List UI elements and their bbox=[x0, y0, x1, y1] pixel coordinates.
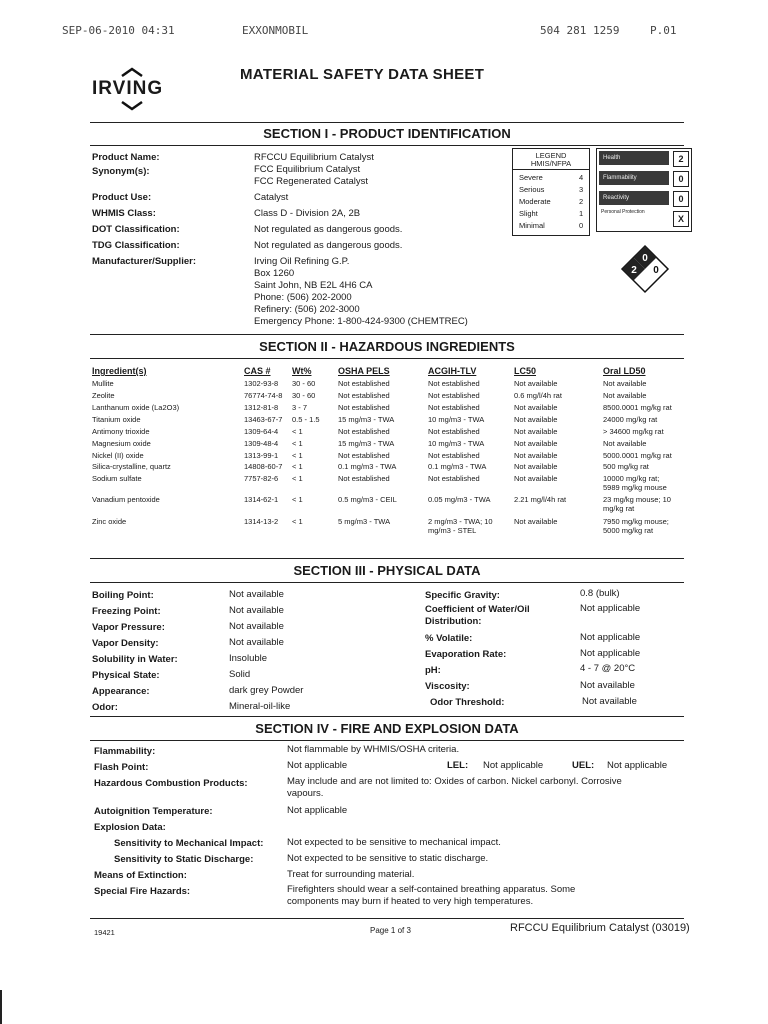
flash-point-label: Flash Point: bbox=[94, 762, 149, 773]
divider bbox=[90, 145, 684, 146]
manufacturer-line: Saint John, NB E2L 4H6 CA bbox=[254, 280, 373, 291]
fax-date-time: SEP-06-2010 04:31 bbox=[62, 24, 175, 37]
synonym-2: FCC Regenerated Catalyst bbox=[254, 176, 369, 187]
physical-value: Not available bbox=[229, 605, 284, 616]
section-3-heading: SECTION III - PHYSICAL DATA bbox=[293, 563, 481, 578]
legend-label: Moderate bbox=[519, 197, 551, 206]
combustion-products-value: May include and are not limited to: Oxides of carbon. Nickel carbonyl. Corrosive bbox=[287, 776, 622, 787]
ph-label: pH: bbox=[425, 665, 441, 676]
document-title: MATERIAL SAFETY DATA SHEET bbox=[240, 66, 485, 83]
combustion-products-label: Hazardous Combustion Products: bbox=[94, 778, 248, 789]
table-cell-ld50_1: Not available bbox=[603, 391, 647, 400]
table-cell-cas: 1314-13-2 bbox=[244, 517, 279, 526]
physical-value: Not available bbox=[229, 589, 284, 600]
explosion-data-label: Explosion Data: bbox=[94, 822, 166, 833]
table-cell-cas: 1314-62-1 bbox=[244, 495, 279, 504]
table-cell-lc50: Not available bbox=[514, 379, 558, 388]
table-cell-acgih: Not established bbox=[428, 379, 480, 388]
table-cell-cas: 13463-67-7 bbox=[244, 415, 283, 424]
hmis-label bbox=[596, 148, 692, 232]
table-cell-acgih: Not established bbox=[428, 403, 480, 412]
table-cell-osha: 15 mg/m3 - TWA bbox=[338, 439, 395, 448]
physical-label: Freezing Point: bbox=[92, 606, 161, 617]
physical-value: Not available bbox=[229, 637, 284, 648]
hmis-reactivity-row bbox=[597, 189, 691, 207]
dot-label: DOT Classification: bbox=[92, 224, 180, 235]
flammability-value: Not flammable by WHMIS/OSHA criteria. bbox=[287, 744, 460, 755]
fax-page: P.01 bbox=[650, 24, 677, 37]
divider bbox=[90, 918, 684, 919]
table-cell-acgih: Not established bbox=[428, 474, 480, 483]
divider bbox=[90, 558, 684, 559]
hmis-protection-value: X bbox=[673, 211, 689, 227]
table-cell-ing: Zinc oxide bbox=[92, 517, 127, 526]
hmis-health-row bbox=[597, 149, 691, 167]
table-cell-ing: Lanthanum oxide (La2O3) bbox=[92, 403, 180, 412]
physical-label: Vapor Pressure: bbox=[92, 622, 165, 633]
physical-label: Solubility in Water: bbox=[92, 654, 178, 665]
table-cell-ing: Mullite bbox=[92, 379, 114, 388]
col-acgih: ACGIH-TLV bbox=[428, 366, 477, 376]
table-cell-ld50_1: 24000 mg/kg rat bbox=[603, 415, 658, 424]
viscosity-value: Not available bbox=[580, 680, 635, 691]
manufacturer-line: Refinery: (506) 202-3000 bbox=[254, 304, 360, 315]
table-cell-acgih: 0.05 mg/m3 - TWA bbox=[428, 495, 491, 504]
coefficient-label-2: Distribution: bbox=[425, 616, 482, 627]
product-name-label: Product Name: bbox=[92, 152, 160, 163]
mechanical-impact-value: Not expected to be sensitive to mechanical impact. bbox=[287, 837, 501, 848]
section-2-heading: SECTION II - HAZARDOUS INGREDIENTS bbox=[259, 339, 515, 354]
manufacturer-line: Irving Oil Refining G.P. bbox=[254, 256, 350, 267]
physical-value: Not available bbox=[229, 621, 284, 632]
table-cell-ld50_1: Not available bbox=[603, 379, 647, 388]
special-fire-hazards-value-2: components may burn if heated to very high temperatures. bbox=[287, 896, 534, 907]
autoignition-value: Not applicable bbox=[287, 805, 348, 816]
manufacturer-line: Phone: (506) 202-2000 bbox=[254, 292, 352, 303]
hmis-flammability-value: 0 bbox=[673, 171, 689, 187]
lel-label: LEL: bbox=[447, 760, 469, 771]
legend-title: LEGEND bbox=[535, 151, 567, 160]
section-4-heading: SECTION IV - FIRE AND EXPLOSION DATA bbox=[255, 721, 519, 736]
table-cell-osha: Not established bbox=[338, 379, 390, 388]
fax-phone: 504 281 1259 bbox=[540, 24, 620, 37]
legend-label: Slight bbox=[519, 209, 538, 218]
physical-value: Solid bbox=[229, 669, 251, 680]
hmis-protection-label: Personal Protection bbox=[601, 209, 645, 215]
table-cell-cas: 1302-93-8 bbox=[244, 379, 279, 388]
specific-gravity-label: Specific Gravity: bbox=[425, 590, 500, 601]
specific-gravity-value: 0.8 (bulk) bbox=[580, 588, 620, 599]
evaporation-value: Not applicable bbox=[580, 648, 641, 659]
table-cell-wt: 3 - 7 bbox=[292, 403, 308, 412]
divider bbox=[90, 334, 684, 335]
special-fire-hazards-label: Special Fire Hazards: bbox=[94, 886, 191, 897]
table-cell-ing: Zeolite bbox=[92, 391, 115, 400]
whmis-value: Class D - Division 2A, 2B bbox=[254, 208, 361, 219]
table-cell-ing: Titanium oxide bbox=[92, 415, 141, 424]
table-cell-lc50: Not available bbox=[514, 474, 558, 483]
table-cell-ld50_2: 5000 mg/kg rat bbox=[603, 526, 654, 535]
physical-label: Appearance: bbox=[92, 686, 150, 697]
volatile-value: Not applicable bbox=[580, 632, 641, 643]
synonyms-label: Synonym(s): bbox=[92, 166, 150, 177]
nfpa-top-value: 0 bbox=[642, 253, 648, 264]
autoignition-label: Autoignition Temperature: bbox=[94, 806, 213, 817]
table-cell-ld50_1: Not available bbox=[603, 439, 647, 448]
odor-threshold-label: Odor Threshold: bbox=[430, 697, 505, 708]
irving-logo bbox=[92, 66, 172, 112]
legend-label: Serious bbox=[519, 185, 545, 194]
physical-label: Boiling Point: bbox=[92, 590, 154, 601]
table-cell-wt: < 1 bbox=[292, 462, 303, 471]
physical-label: Vapor Density: bbox=[92, 638, 159, 649]
table-cell-cas: 1313-99-1 bbox=[244, 451, 279, 460]
legend-value: 2 bbox=[579, 197, 584, 206]
tdg-label: TDG Classification: bbox=[92, 240, 180, 251]
table-cell-cas: 76774-74-8 bbox=[244, 391, 283, 400]
legend-value: 1 bbox=[579, 209, 584, 218]
footer-product: RFCCU Equilibrium Catalyst (03019) bbox=[510, 922, 690, 934]
table-cell-cas: 1312-81-8 bbox=[244, 403, 279, 412]
manufacturer-line: Box 1260 bbox=[254, 268, 295, 279]
legend-value: 0 bbox=[579, 221, 584, 230]
lel-value: Not applicable bbox=[483, 760, 544, 771]
extinction-value: Treat for surrounding material. bbox=[287, 869, 415, 880]
table-cell-ing: Magnesium oxide bbox=[92, 439, 151, 448]
special-fire-hazards-value: Firefighters should wear a self-contained breathing apparatus. Some bbox=[287, 884, 576, 895]
table-cell-wt: < 1 bbox=[292, 439, 303, 448]
combustion-products-value-2: vapours. bbox=[287, 788, 324, 799]
flash-point-value: Not applicable bbox=[287, 760, 348, 771]
table-cell-cas: 1309-64-4 bbox=[244, 427, 279, 436]
odor-threshold-value: Not available bbox=[582, 696, 637, 707]
col-ld50: Oral LD50 bbox=[603, 366, 646, 376]
table-cell-osha: Not established bbox=[338, 403, 390, 412]
table-cell-lc50: 0.6 mg/l/4h rat bbox=[514, 391, 562, 400]
table-cell-ld50_1: 5000.0001 mg/kg rat bbox=[603, 451, 672, 460]
table-cell-ld50_1: 500 mg/kg rat bbox=[603, 462, 649, 471]
table-cell-ing: Sodium sulfate bbox=[92, 474, 142, 483]
physical-value: Mineral-oil-like bbox=[229, 701, 291, 712]
dot-value: Not regulated as dangerous goods. bbox=[254, 224, 403, 235]
evaporation-label: Evaporation Rate: bbox=[425, 649, 507, 660]
physical-value: Insoluble bbox=[229, 653, 268, 664]
nfpa-left-value: 2 bbox=[631, 265, 637, 276]
table-cell-wt: < 1 bbox=[292, 474, 303, 483]
table-cell-wt: < 1 bbox=[292, 495, 303, 504]
table-cell-acgih: Not established bbox=[428, 451, 480, 460]
table-cell-cas: 14808-60-7 bbox=[244, 462, 283, 471]
table-cell-ld50_2: 5989 mg/kg mouse bbox=[603, 483, 667, 492]
table-cell-osha: 5 mg/m3 - TWA bbox=[338, 517, 391, 526]
ph-value: 4 - 7 @ 20°C bbox=[580, 663, 636, 674]
table-cell-wt: < 1 bbox=[292, 517, 303, 526]
physical-value: dark grey Powder bbox=[229, 685, 304, 696]
table-cell-acgih: 0.1 mg/m3 - TWA bbox=[428, 462, 487, 471]
table-cell-acgih: 10 mg/m3 - TWA bbox=[428, 439, 485, 448]
hmis-reactivity-label: Reactivity bbox=[599, 191, 669, 205]
mechanical-impact-label: Sensitivity to Mechanical Impact: bbox=[114, 838, 264, 849]
uel-label: UEL: bbox=[572, 760, 595, 771]
hmis-legend bbox=[512, 148, 590, 236]
table-cell-ld50_1: 8500.0001 mg/kg rat bbox=[603, 403, 672, 412]
hmis-reactivity-value: 0 bbox=[673, 191, 689, 207]
table-cell-wt: 30 - 60 bbox=[292, 379, 316, 388]
section-1-heading: SECTION I - PRODUCT IDENTIFICATION bbox=[263, 126, 511, 141]
hmis-health-label: Health bbox=[599, 151, 669, 165]
manufacturer-label: Manufacturer/Supplier: bbox=[92, 256, 196, 267]
col-cas: CAS # bbox=[244, 366, 271, 376]
table-cell-osha: 0.5 mg/m3 - CEIL bbox=[338, 495, 397, 504]
coefficient-value: Not applicable bbox=[580, 603, 641, 614]
viscosity-label: Viscosity: bbox=[425, 681, 470, 692]
table-cell-acgih_2: mg/m3 - STEL bbox=[428, 526, 477, 535]
table-cell-ld50_1: 7950 mg/kg mouse; bbox=[603, 517, 669, 526]
physical-label: Odor: bbox=[92, 702, 118, 713]
table-cell-osha: 15 mg/m3 - TWA bbox=[338, 415, 395, 424]
legend-value: 3 bbox=[579, 185, 584, 194]
legend-subtitle: HMIS/NFPA bbox=[530, 159, 572, 168]
product-use-value: Catalyst bbox=[254, 192, 289, 203]
table-cell-lc50: 2.21 mg/l/4h rat bbox=[514, 495, 567, 504]
table-cell-ing: Antimony trioxide bbox=[92, 427, 150, 436]
product-name-value: RFCCU Equilibrium Catalyst bbox=[254, 152, 374, 163]
table-cell-lc50: Not available bbox=[514, 439, 558, 448]
table-cell-ld50_1: > 34600 mg/kg rat bbox=[603, 427, 664, 436]
divider bbox=[90, 122, 684, 123]
col-osha: OSHA PELS bbox=[338, 366, 390, 376]
legend-label: Severe bbox=[519, 173, 543, 182]
divider bbox=[90, 582, 684, 583]
legend-value: 4 bbox=[579, 173, 584, 182]
table-cell-ld50_1: 10000 mg/kg rat; bbox=[603, 474, 660, 483]
table-cell-lc50: Not available bbox=[514, 451, 558, 460]
table-cell-lc50: Not available bbox=[514, 462, 558, 471]
table-cell-lc50: Not available bbox=[514, 403, 558, 412]
hmis-flammability-label: Flammability bbox=[599, 171, 669, 185]
table-cell-ing: Silica-crystalline, quartz bbox=[92, 462, 171, 471]
physical-label: Physical State: bbox=[92, 670, 160, 681]
legend-label: Minimal bbox=[519, 221, 545, 230]
table-cell-lc50: Not available bbox=[514, 517, 558, 526]
product-use-label: Product Use: bbox=[92, 192, 152, 203]
table-cell-acgih: Not established bbox=[428, 427, 480, 436]
table-cell-ld50_1: 23 mg/kg mouse; 10 bbox=[603, 495, 671, 504]
table-cell-lc50: Not available bbox=[514, 427, 558, 436]
table-cell-osha: Not established bbox=[338, 451, 390, 460]
nfpa-diamond-icon bbox=[620, 244, 670, 294]
document-number: 19421 bbox=[94, 928, 115, 937]
col-wt: Wt% bbox=[292, 366, 312, 376]
divider bbox=[513, 169, 589, 170]
table-cell-wt: 0.5 - 1.5 bbox=[292, 415, 320, 424]
table-cell-osha: 0.1 mg/m3 - TWA bbox=[338, 462, 397, 471]
page-indicator: Page 1 of 3 bbox=[370, 926, 411, 935]
table-cell-osha: Not established bbox=[338, 427, 390, 436]
static-discharge-value: Not expected to be sensitive to static discharge. bbox=[287, 853, 489, 864]
tdg-value: Not regulated as dangerous goods. bbox=[254, 240, 403, 251]
table-cell-acgih: 2 mg/m3 - TWA; 10 bbox=[428, 517, 493, 526]
divider bbox=[90, 358, 684, 359]
table-cell-acgih: 10 mg/m3 - TWA bbox=[428, 415, 485, 424]
coefficient-label: Coefficient of Water/Oil bbox=[425, 604, 530, 615]
divider bbox=[90, 716, 684, 717]
table-cell-lc50: Not available bbox=[514, 415, 558, 424]
col-ingredient: Ingredient(s) bbox=[92, 366, 147, 376]
nfpa-right-value: 0 bbox=[653, 265, 659, 276]
scan-edge-mark bbox=[0, 990, 2, 1024]
volatile-label: % Volatile: bbox=[425, 633, 473, 644]
table-cell-wt: < 1 bbox=[292, 427, 303, 436]
extinction-label: Means of Extinction: bbox=[94, 870, 187, 881]
fax-sender: EXXONMOBIL bbox=[242, 24, 309, 37]
table-cell-ld50_2: mg/kg rat bbox=[603, 504, 635, 513]
table-cell-osha: Not established bbox=[338, 391, 390, 400]
static-discharge-label: Sensitivity to Static Discharge: bbox=[114, 854, 254, 865]
table-cell-wt: 30 - 60 bbox=[292, 391, 316, 400]
hmis-flammability-row bbox=[597, 169, 691, 187]
col-lc50: LC50 bbox=[514, 366, 537, 376]
table-cell-acgih: Not established bbox=[428, 391, 480, 400]
hmis-health-value: 2 bbox=[673, 151, 689, 167]
table-cell-cas: 1309-48-4 bbox=[244, 439, 279, 448]
flammability-label: Flammability: bbox=[94, 746, 156, 757]
table-cell-wt: < 1 bbox=[292, 451, 303, 460]
table-cell-ing: Nickel (II) oxide bbox=[92, 451, 144, 460]
uel-value: Not applicable bbox=[607, 760, 668, 771]
table-cell-ing: Vanadium pentoxide bbox=[92, 495, 160, 504]
emergency-phone: Emergency Phone: 1-800-424-9300 (CHEMTREC) bbox=[254, 316, 468, 327]
logo-text: IRVING bbox=[92, 78, 164, 99]
whmis-label: WHMIS Class: bbox=[92, 208, 156, 219]
synonym-1: FCC Equilibrium Catalyst bbox=[254, 164, 361, 175]
table-cell-osha: Not established bbox=[338, 474, 390, 483]
divider bbox=[90, 740, 684, 741]
table-cell-cas: 7757-82-6 bbox=[244, 474, 279, 483]
